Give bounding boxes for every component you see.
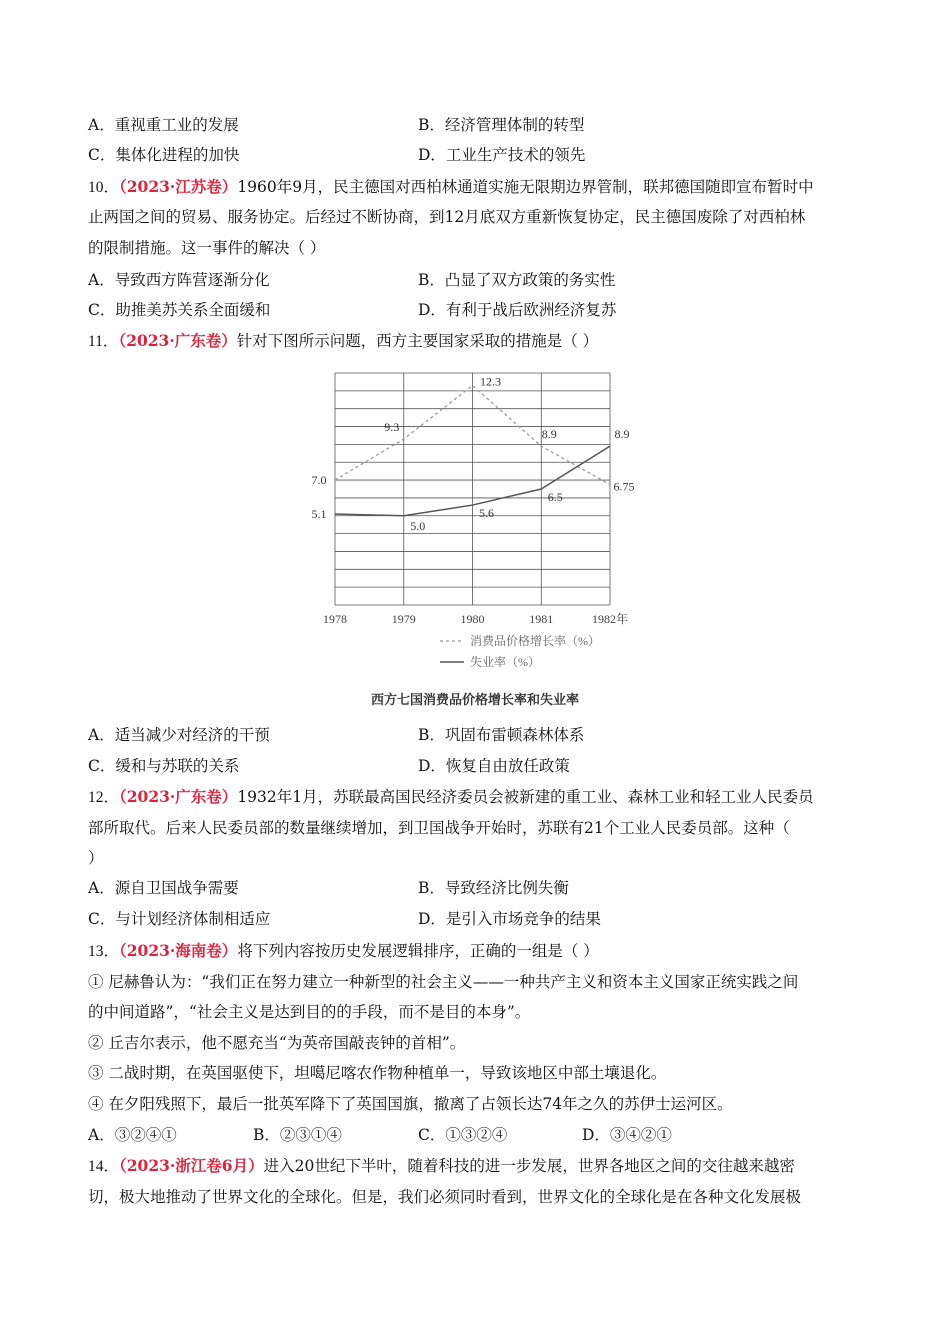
unemployment-data-label: 5.0 [410,518,426,533]
q13-text: 将下列内容按历史发展逻辑排序，正确的一组是（ ） [237,942,599,960]
q10-option-a: A．导致西方阵营逐渐分化 [88,271,270,289]
unemployment-data-label: 5.6 [479,506,494,521]
q12-option-c: C．与计划经济体制相适应 [88,910,271,928]
x-tick-label: 1979 [391,612,416,626]
chart-caption: 西方七国消费品价格增长率和失业率 [370,693,579,708]
q12-stem-line3: ） [88,849,104,867]
q12-stem-line2: 部所取代。后来人民委员部的数量继续增加，到卫国战争开始时，苏联有21个工业人民委员部。这种（ [88,819,790,837]
q10-text1: 1960年9月，民主德国对西柏林通道实施无限期边界管制，联邦德国随即宣布暂时中 [237,178,814,196]
legend-unemployment-label: 失业率（%） [470,655,540,669]
cpi-data-label: 6.75 [613,479,635,494]
q11-text: 针对下图所示问题，西方主要国家采取的措施是（ ） [236,332,599,350]
q9-option-a: A．重视重工业的发展 [88,116,239,134]
legend-cpi-label: 消费品价格增长率（%） [470,634,600,648]
q14-text1: 进入20世纪下半叶，随着科技的进一步发展，世界各地区之间的交往越来越密 [263,1157,795,1175]
q11-option-a: A．适当减少对经济的干预 [88,726,270,744]
x-tick-label: 1978 [323,612,347,626]
q13-option-d: D．③④②① [582,1126,672,1144]
q13-item1-line2: 的中间道路”，“社会主义是达到目的的手段，而不是目的本身”。 [88,1003,531,1021]
x-tick-label: 1980 [460,612,485,626]
cpi-data-label: 8.9 [541,427,557,442]
q13-item3: ③ 二战时期，在英国驱使下，坦噶尼喀农作物种植单一，导致该地区中部土壤退化。 [88,1064,667,1082]
chart-svg [300,365,650,685]
q14-stem-line1 [88,1156,795,1177]
q11-number: 11． [88,333,119,350]
q9-option-b: B．经济管理体制的转型 [418,116,585,134]
q14-number: 14． [88,1158,120,1175]
q10-stem-line1 [88,177,814,198]
q9-option-c: C．集体化进程的加快 [88,146,240,164]
unemployment-data-label: 5.1 [311,506,327,521]
q10-option-b: B．凸显了双方政策的务实性 [418,271,616,289]
q13-item1-line1: ① 尼赫鲁认为：“我们正在努力建立一种新型的社会主义——一种共产主义和资本主义国家正统实践之间 [88,973,799,991]
x-tick-label: 1982年 [591,612,629,626]
q14-stem-line2: 切，极大地推动了世界文化的全球化。但是，我们必须同时看到，世界文化的全球化是在各种文化发展极 [88,1188,802,1206]
q13-option-b: B．②③①④ [253,1126,342,1144]
q10-source: （2023·江苏卷） [119,177,238,196]
q12-option-b: B．导致经济比例失衡 [418,879,569,897]
q13-number: 13． [88,943,120,960]
q12-stem-line1 [88,787,814,808]
q9-option-d: D．工业生产技术的领先 [418,146,586,164]
q12-option-d: D．是引入市场竞争的结果 [418,910,601,928]
cpi-unemployment-chart [300,365,650,685]
q11-option-d: D．恢复自由放任政策 [418,757,570,775]
q13-option-a: A．③②④① [88,1126,177,1144]
q12-source: （2023·广东卷） [119,787,238,806]
q11-source: （2023·广东卷） [118,331,237,350]
q10-stem-line2: 止两国之间的贸易、服务协定。后经过不断协商，到12月底双方重新恢复协定，民主德国废除了对西柏林 [88,208,806,226]
q11-stem [88,331,598,352]
q10-option-c: C．助推美苏关系全面缓和 [88,301,271,319]
unemployment-data-label: 8.9 [614,427,630,442]
cpi-data-label: 12.3 [480,374,501,389]
q12-option-a: A．源自卫国战争需要 [88,879,239,897]
q13-option-c: C．①③②④ [418,1126,508,1144]
q11-option-c: C．缓和与苏联的关系 [88,757,240,775]
q11-option-b: B．巩固布雷顿森林体系 [418,726,585,744]
cpi-data-label: 9.3 [384,420,400,435]
q13-source: （2023·海南卷） [119,941,238,960]
cpi-data-label: 7.0 [311,473,327,488]
unemployment-data-label: 6.5 [547,490,563,504]
q10-number: 10． [88,179,120,196]
q13-item4: ④ 在夕阳残照下，最后一批英军降下了英国国旗，撤离了占领长达74年之久的苏伊士运河区。 [88,1095,733,1113]
q12-number: 12． [88,789,120,806]
q13-stem [88,941,599,962]
q10-stem-line3: 的限制措施。这一事件的解决（ ） [88,239,326,257]
q12-text1: 1932年1月，苏联最高国民经济委员会被新建的重工业、森林工业和轻工业人民委员 [237,788,814,806]
x-tick-label: 1981 [529,612,554,626]
q13-item2: ② 丘吉尔表示，他不愿充当“为英帝国敲丧钟的首相”。 [88,1034,466,1052]
q10-option-d: D．有利于战后欧洲经济复苏 [418,301,617,319]
q14-source: （2023·浙江卷6月） [119,1156,264,1175]
